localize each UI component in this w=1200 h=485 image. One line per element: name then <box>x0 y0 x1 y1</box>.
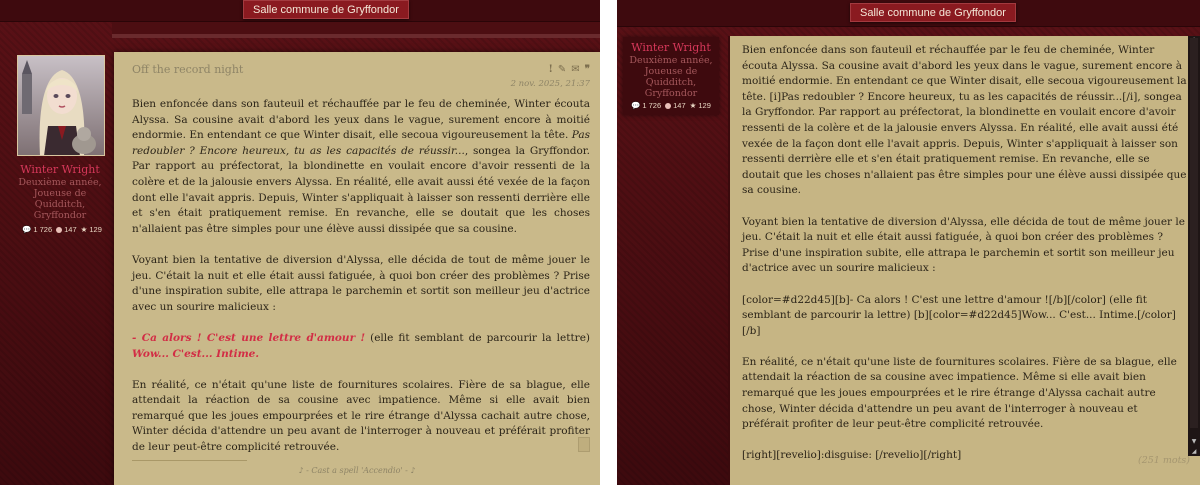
pencil-icon[interactable]: ✎ <box>557 64 567 75</box>
messages-count: 1 726 <box>33 225 53 234</box>
user-stats <box>22 225 102 234</box>
points-stat <box>665 101 686 110</box>
scroll-down-arrow-icon[interactable]: ▼ <box>1191 438 1197 445</box>
common-room-button[interactable]: Salle commune de Gryffondor <box>850 3 1016 22</box>
dialogue-red: - Ca alors ! C'est une lettre d'amour ! <box>132 331 366 344</box>
stars-stat <box>81 225 102 234</box>
username[interactable]: Winter Wright <box>631 41 711 54</box>
top-bar <box>0 0 600 22</box>
circle-icon <box>56 227 62 233</box>
points-count: 147 <box>64 225 77 234</box>
stars-count: 129 <box>698 101 711 110</box>
resize-handle-icon[interactable]: ◢ <box>1191 448 1197 455</box>
signature: ♪ - Cast a spell 'Accendio' - ♪ <box>298 466 416 475</box>
paragraph <box>132 331 590 362</box>
text-run: , songea la Gryffondor. Par rapport au préfectorat, la blondinette en voulait encore d'avoir ressenti de la colère et de la jalousie envers Alyssa. En réalité, elle avait aussi été vexée de la façon dont elle l'avait appris. Depuis, Winter s'appliquait à laisser son ressenti derrière elle et s'en était pratiquement remise. En revanche, elle se doutait que les choses n'allaient pas être simples pour une élève aussi dissipée que sa cousine. <box>132 144 591 235</box>
word-count: (251 mots) <box>1138 455 1190 466</box>
italic-thought: Pas redoubler ? Encore heureux, tu as les capacités de réussir... <box>132 129 590 157</box>
screenshot-gap <box>600 0 617 485</box>
revelio-toggle[interactable] <box>578 437 590 452</box>
user-role-line: Gryffondor <box>644 88 698 99</box>
post-card <box>114 52 600 485</box>
star-icon: ★ <box>80 225 88 234</box>
user-role <box>10 177 110 221</box>
messages-stat <box>22 225 52 234</box>
avatar[interactable] <box>17 55 105 156</box>
user-stats <box>631 101 711 110</box>
messages-stat <box>631 101 661 110</box>
avatar-image <box>18 56 105 156</box>
user-role-line: Joueuse de <box>33 188 87 199</box>
speech-bubble-icon: 💬 <box>631 101 641 110</box>
user-role-line: Deuxième année, <box>18 177 102 188</box>
post-actions <box>548 64 590 75</box>
points-stat <box>56 225 77 234</box>
post-date: 2 nov. 2025, 21:37 <box>510 79 590 89</box>
common-room-button[interactable]: Salle commune de Gryffondor <box>243 0 409 19</box>
username[interactable]: Winter Wright <box>20 163 100 176</box>
points-count: 147 <box>673 101 686 110</box>
post-header-strip <box>112 22 600 38</box>
message-editor[interactable] <box>728 36 1200 485</box>
user-role <box>623 55 719 99</box>
scrollbar-thumb[interactable] <box>1190 38 1198 428</box>
user-role-line: Gryffondor <box>33 210 87 221</box>
dialogue-red: Wow... C'est... Intime. <box>132 347 260 360</box>
user-role-line: Deuxième année, <box>629 55 713 66</box>
messages-count: 1 726 <box>642 101 662 110</box>
user-role-line: Quidditch, <box>645 77 697 88</box>
post-body <box>132 97 590 471</box>
editor-scrollbar[interactable] <box>1188 36 1200 456</box>
top-bar <box>617 0 1200 27</box>
editor-textarea[interactable]: Bien enfoncée dans son fauteuil et réchauffée par le feu de cheminée, Winter écouta Alyssa. Sa cousine avait d'abord les yeux dans le vague, surement encore à moitié endormie. En entendant ce que Winter disait, elle secoua vigoureusement la tête. [i]Pas redoubler ? Encore heureux, tu as les capacités de réussir...[/i], songea la Gryffondor. Par rapport au préfectorat, la blondinette en voulait encore d'avoir ressenti de la colère et de la jalousie envers Alyssa. En réalité, elle avait aussi été vexée de la façon dont elle l'avait appris. Depuis, Winter s'appliquait à laisser son ressenti derrière elle et s'en était pratiquement remise. En revanche, elle se doutait que les choses n'allaient pas être simples pour une élève aussi dissipée que sa cousine. Voyant bien la tentative de diversion d'Alyssa, elle décida de tout de même jouer le jeu. C'était la nuit et elle était aussi fatiguée, à quoi bon créer des problèmes ? Prise d'une inspiration subite, elle attrapa le parchemin et sortit son meilleur jeu d'actrice avec un sourire malicieux : [color=#d22d45][b]- Ca alors ! C'est une lettre d'amour ![/b][/color] (elle fit semblant de parcourir la lettre) [b][color=#d22d45]Wow... C'est... Intime.[/color][/b] En réalité, ce n'était qu'une liste de fournitures scolaires. Fière de sa blague, elle attendait la réaction de sa cousine avec impatience. Même si elle avait bien remarqué que les joues empourprées et le rire étrange d'Alyssa cachait autre chose, Winter décida d'attendre un peu avant de l'interroger à nouveau et préférait profiter de leur peut-être complicité retrouvée. [right][revelio]:disguise: [/revelio][/right] <box>742 44 1187 462</box>
exclamation-icon[interactable]: ! <box>548 64 553 75</box>
profile-card <box>623 37 719 115</box>
envelope-icon[interactable]: ✉ <box>571 64 580 75</box>
star-icon: ★ <box>689 101 697 110</box>
paragraph: En réalité, ce n'était qu'une liste de fournitures scolaires. Fière de sa blague, elle attendait la réaction de sa cousine avec impatience. Même si elle avait bien remarqué que les joues empourprées et le rire étrange d'Alyssa cachait autre chose, Winter décida d'attendre un peu avant de l'interroger à nouveau et préférait profiter de leur peut-être complicité retrouvée. <box>132 378 590 454</box>
quote-icon[interactable]: ❞ <box>584 64 590 75</box>
signature-divider <box>132 460 247 461</box>
speech-bubble-icon: 💬 <box>22 225 32 234</box>
circle-icon <box>665 103 671 109</box>
paragraph <box>132 97 590 237</box>
user-role-line: Joueuse de <box>644 66 698 77</box>
paragraph: Voyant bien la tentative de diversion d'Alyssa, elle décida de tout de même jouer le jeu. C'était la nuit et elle était aussi fatiguée, à quoi bon créer des problèmes ? Prise d'une inspiration subite, elle attrapa le parchemin et sortit son meilleur jeu d'actrice avec un sourire malicieux : <box>132 253 590 313</box>
post-title[interactable]: Off the record night <box>132 63 244 76</box>
text-run: Bien enfoncée dans son fauteuil et réchauffée par le feu de cheminée, Winter écouta Alyssa. Sa cousine avait d'abord les yeux dans le vague, surement encore à moitié endormie. En entendant ce que Winter disait, elle secoua vigoureusement la tête. <box>132 98 590 142</box>
user-role-line: Quidditch, <box>34 199 86 210</box>
stars-stat <box>690 101 711 110</box>
text-run: (elle fit semblant de parcourir la lettre) <box>365 331 590 344</box>
editor-pane <box>617 0 1200 485</box>
stars-count: 129 <box>89 225 102 234</box>
